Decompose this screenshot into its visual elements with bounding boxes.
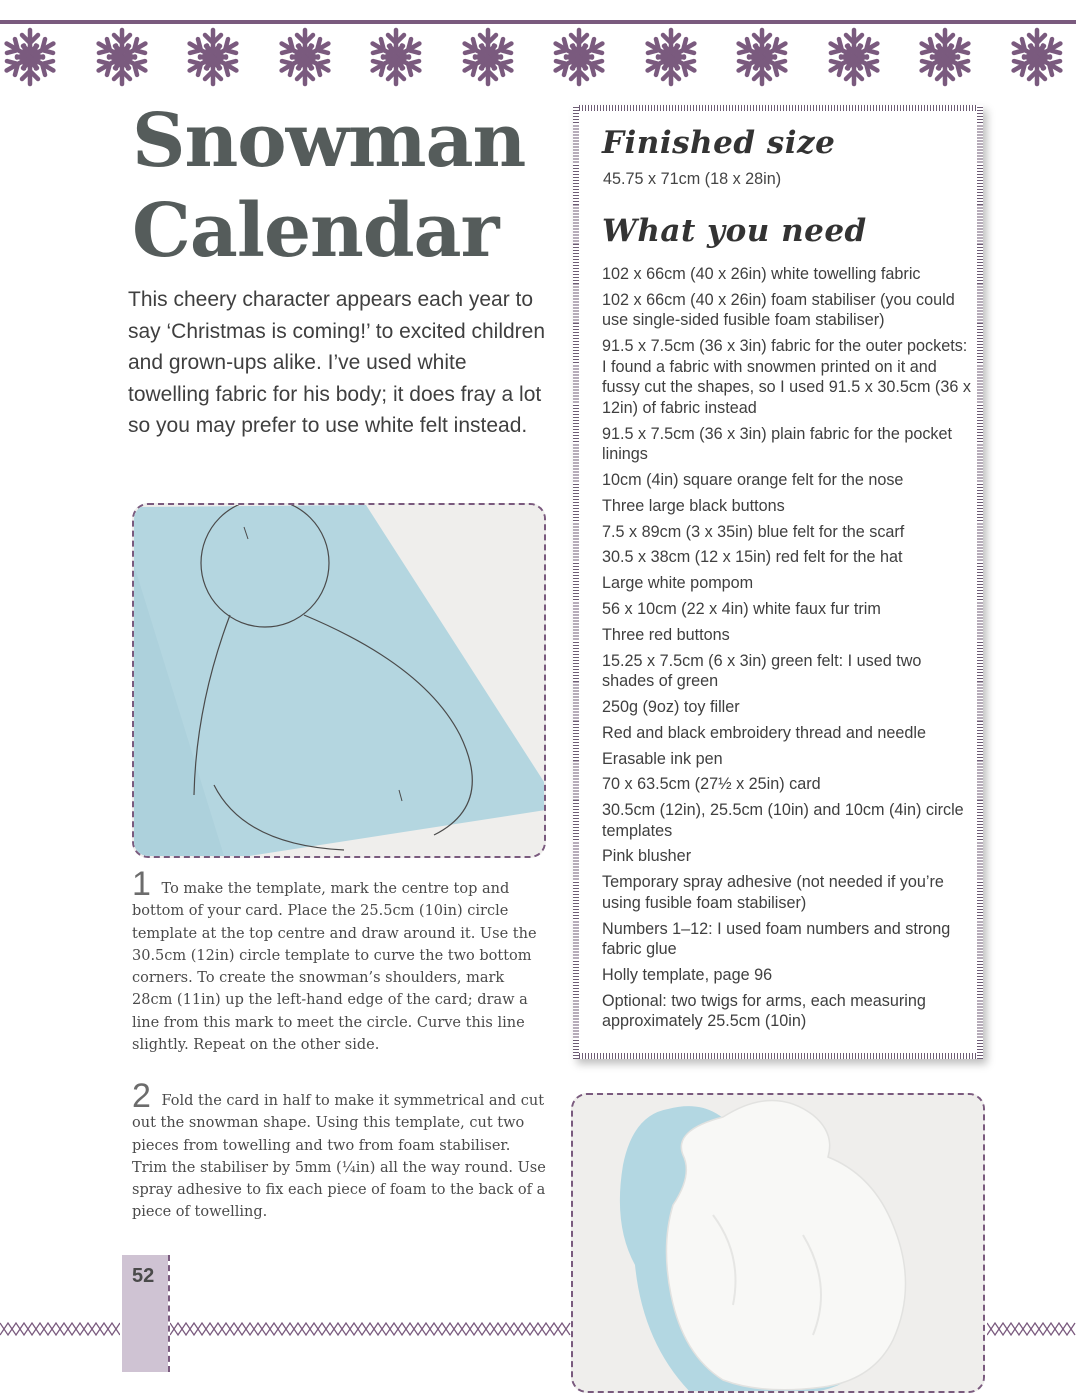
material-item: Optional: two twigs for arms, each measuring approximately 25.5cm (10in) xyxy=(602,991,926,1031)
material-item: Red and black embroidery thread and needle xyxy=(602,723,926,742)
snowflake-icon xyxy=(1006,26,1068,88)
footer-zigzag-middle xyxy=(170,1321,573,1337)
footer-zigzag-left xyxy=(0,1321,120,1337)
finished-size-value: 45.75 x 71cm (18 x 28in) xyxy=(603,170,782,188)
material-item: 70 x 63.5cm (27½ x 25in) card xyxy=(602,775,821,794)
snowflake-icon xyxy=(0,26,61,88)
snowflake-icon xyxy=(731,26,793,88)
title-line-1: Snowman xyxy=(132,98,526,184)
intro-paragraph: This cheery character appears each year to say ‘Christmas is coming!’ to excited children and grown-ups alike. I’ve used white towelling fabric for his body; it does fray a lot so you may prefer to use white felt instead. xyxy=(128,288,546,438)
page-number: 52 xyxy=(132,1265,155,1287)
material-item: 10cm (4in) square orange felt for the nose xyxy=(602,471,904,490)
material-item: Holly template, page 96 xyxy=(602,965,773,984)
material-item: 7.5 x 89cm (3 x 35in) blue felt for the scarf xyxy=(602,522,905,541)
template-photo xyxy=(132,503,546,858)
step-1 xyxy=(132,865,548,1056)
material-item: Large white pompom xyxy=(602,574,754,593)
snowflake-border xyxy=(0,24,1076,88)
towelling-photo xyxy=(571,1093,985,1393)
materials-list xyxy=(602,264,974,1037)
material-item: Pink blusher xyxy=(602,847,692,866)
footer-zigzag-right xyxy=(987,1321,1076,1337)
finished-size-heading: Finished size xyxy=(602,125,836,161)
snowflake-icon xyxy=(548,26,610,88)
snowflake-icon xyxy=(823,26,885,88)
material-item: 102 x 66cm (40 x 26in) foam stabiliser (you could use single-sided fusible foam stabiliser) xyxy=(602,290,955,330)
snowflake-icon xyxy=(640,26,702,88)
material-item: 91.5 x 7.5cm (36 x 3in) fabric for the outer pockets: I found a fabric with snowmen printed on it and fussy cut the shapes, so I used 91.5 x 30.5cm (36 x 12in) of fabric instead xyxy=(602,337,971,417)
material-item: 56 x 10cm (22 x 4in) white faux fur trim xyxy=(602,600,881,618)
page-title xyxy=(132,96,552,276)
what-you-need-heading: What you need xyxy=(602,213,867,249)
material-item: 15.25 x 7.5cm (6 x 3in) green felt: I used two shades of green xyxy=(602,651,922,691)
material-item: 250g (9oz) toy filler xyxy=(602,697,740,716)
step-2 xyxy=(132,1077,548,1224)
towelling-illustration xyxy=(573,1095,983,1391)
material-item: Three red buttons xyxy=(602,625,730,644)
template-card-illustration xyxy=(134,505,544,856)
material-item: 91.5 x 7.5cm (36 x 3in) plain fabric for the pocket linings xyxy=(602,424,953,464)
material-item: 102 x 66cm (40 x 26in) white towelling fabric xyxy=(602,265,921,283)
material-item: Temporary spray adhesive (not needed if you’re using fusible foam stabiliser) xyxy=(602,873,944,912)
snowflake-icon xyxy=(457,26,519,88)
snowflake-icon xyxy=(365,26,427,88)
material-item: 30.5 x 38cm (12 x 15in) red felt for the hat xyxy=(602,548,903,567)
step-2-text: Fold the card in half to make it symmetrical and cut out the snowman shape. Using this template, cut two pieces from towelling and two from foam stabiliser. Trim the stabiliser by 5mm (¼in) all the way round. Use spray adhesive to fix each piece of foam to the back of a piece of towelling. xyxy=(132,1093,546,1221)
snowflake-icon xyxy=(274,26,336,88)
material-item: Three large black buttons xyxy=(602,496,785,515)
snowflake-icon xyxy=(182,26,244,88)
step-2-number: 2 xyxy=(132,1077,151,1115)
snowflake-icon xyxy=(914,26,976,88)
step-1-number: 1 xyxy=(132,865,151,903)
material-item: Numbers 1–12: I used foam numbers and strong fabric glue xyxy=(602,919,951,959)
material-item: 30.5cm (12in), 25.5cm (10in) and 10cm (4in) circle templates xyxy=(602,801,964,840)
material-item: Erasable ink pen xyxy=(602,749,723,768)
snowflake-icon xyxy=(91,26,153,88)
title-line-2: Calendar xyxy=(132,188,499,274)
step-1-text: To make the template, mark the centre top and bottom of your card. Place the 25.5cm (10in) circle template at the top centre and draw around it. Use the 30.5cm (12in) circle template to curve the two bottom corners. To create the snowman’s shoulders, mark 28cm (11in) up the left-hand edge of the card; draw a line from this mark to meet the circle. Curve this line slightly. Repeat on the other side. xyxy=(132,881,537,1054)
